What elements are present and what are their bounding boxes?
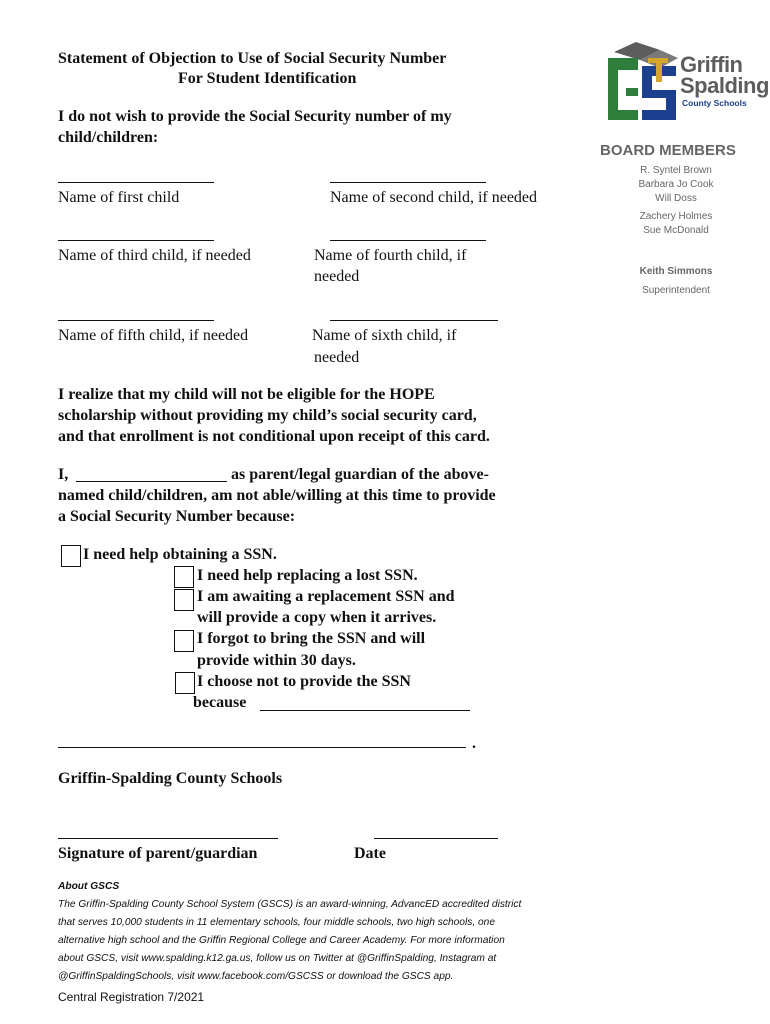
third-child-label: Name of third child, if needed (58, 247, 251, 264)
guardian-prefix: I, (58, 466, 69, 483)
reason-period: . (472, 735, 476, 752)
gscs-logo (604, 40, 770, 124)
option-forgot-label-line1: I forgot to bring the SSN and will (197, 630, 426, 647)
intro-line2: child/children: (58, 129, 159, 146)
logo-text-county-schools: County Schools (682, 98, 747, 108)
about-line3: alternative high school and the Griffin Regional College and Career Academy. For more information (58, 935, 505, 946)
board-member: Barbara Jo Cook (638, 179, 714, 190)
option-obtain-checkbox[interactable] (61, 545, 81, 567)
reason-continuation-line[interactable] (58, 747, 466, 748)
option-choose-not-checkbox[interactable] (175, 672, 195, 694)
guardian-suffix: as parent/legal guardian of the above- (231, 466, 489, 483)
intro-line1: I do not wish to provide the Social Security number of my (58, 108, 452, 125)
option-obtain-label: I need help obtaining a SSN. (83, 546, 277, 563)
reason-line[interactable] (260, 710, 470, 711)
fourth-child-line[interactable] (330, 240, 486, 241)
board-member: Will Doss (655, 193, 697, 204)
sixth-child-line[interactable] (330, 320, 498, 321)
fourth-child-label-line2: needed (314, 268, 360, 285)
fifth-child-line[interactable] (58, 320, 214, 321)
fourth-child-label-line1: Name of fourth child, if (314, 247, 467, 264)
first-child-line[interactable] (58, 182, 214, 183)
sixth-child-label-line2: needed (314, 349, 360, 366)
signature-line[interactable] (58, 838, 278, 839)
hope-line1: I realize that my child will not be eligible for the HOPE (58, 386, 435, 403)
document-title-line2: For Student Identification (178, 70, 357, 87)
logo-text-spalding: Spalding (680, 73, 769, 98)
option-forgot-label-line2: provide within 30 days. (197, 652, 356, 669)
option-awaiting-label-line1: I am awaiting a replacement SSN and (197, 588, 455, 605)
about-heading: About GSCS (58, 881, 120, 892)
third-child-line[interactable] (58, 240, 214, 241)
option-choose-not-label-line1: I choose not to provide the SSN (197, 673, 411, 690)
date-label: Date (354, 845, 386, 862)
option-choose-not-label-line2: because (193, 694, 247, 711)
about-line5: @GriffinSpaldingSchools, visit www.facebook.com/GSCSS or download the GSCS app. (58, 971, 454, 982)
guardian-name-line[interactable] (76, 481, 227, 482)
hope-line3: and that enrollment is not conditional upon receipt of this card. (58, 428, 490, 445)
option-awaiting-checkbox[interactable] (174, 589, 194, 611)
board-members-heading: BOARD MEMBERS (600, 142, 736, 159)
about-line4: about GSCS, visit www.spalding.k12.ga.us, follow us on Twitter at @GriffinSpalding, Instagram at (58, 953, 497, 964)
superintendent-title: Superintendent (642, 285, 710, 296)
option-replace-label: I need help replacing a lost SSN. (197, 567, 418, 584)
option-awaiting-label-line2: will provide a copy when it arrives. (197, 609, 437, 626)
sixth-child-label-line1: Name of sixth child, if (312, 327, 457, 344)
document-title-line1: Statement of Objection to Use of Social Security Number (58, 50, 447, 67)
logo-text-griffin: Griffin (680, 52, 743, 77)
about-line2: that serves 10,000 students in 11 elementary schools, four middle schools, two high schools, one (58, 917, 495, 928)
hope-line2: scholarship without providing my child’s social security card, (58, 407, 477, 424)
board-member: Zachery Holmes (639, 211, 713, 222)
org-name: Griffin-Spalding County Schools (58, 770, 283, 787)
second-child-label: Name of second child, if needed (330, 189, 538, 206)
registration-note: Central Registration 7/2021 (58, 990, 205, 1004)
option-replace-checkbox[interactable] (174, 566, 194, 588)
gscs-logo-mark (604, 40, 682, 124)
board-member: Sue McDonald (643, 225, 709, 236)
superintendent-name: Keith Simmons (639, 266, 713, 277)
date-line[interactable] (374, 838, 498, 839)
signature-label: Signature of parent/guardian (58, 845, 258, 862)
about-line1: The Griffin-Spalding County School System (GSCS) is an award-winning, AdvancED accredited district (58, 899, 522, 910)
board-member: R. Syntel Brown (640, 165, 712, 176)
second-child-line[interactable] (330, 182, 486, 183)
first-child-label: Name of first child (58, 189, 180, 206)
option-forgot-checkbox[interactable] (174, 630, 194, 652)
fifth-child-label: Name of fifth child, if needed (58, 327, 249, 344)
guardian-line3: a Social Security Number because: (58, 508, 296, 525)
guardian-line2: named child/children, am not able/willing at this time to provide (58, 487, 496, 504)
